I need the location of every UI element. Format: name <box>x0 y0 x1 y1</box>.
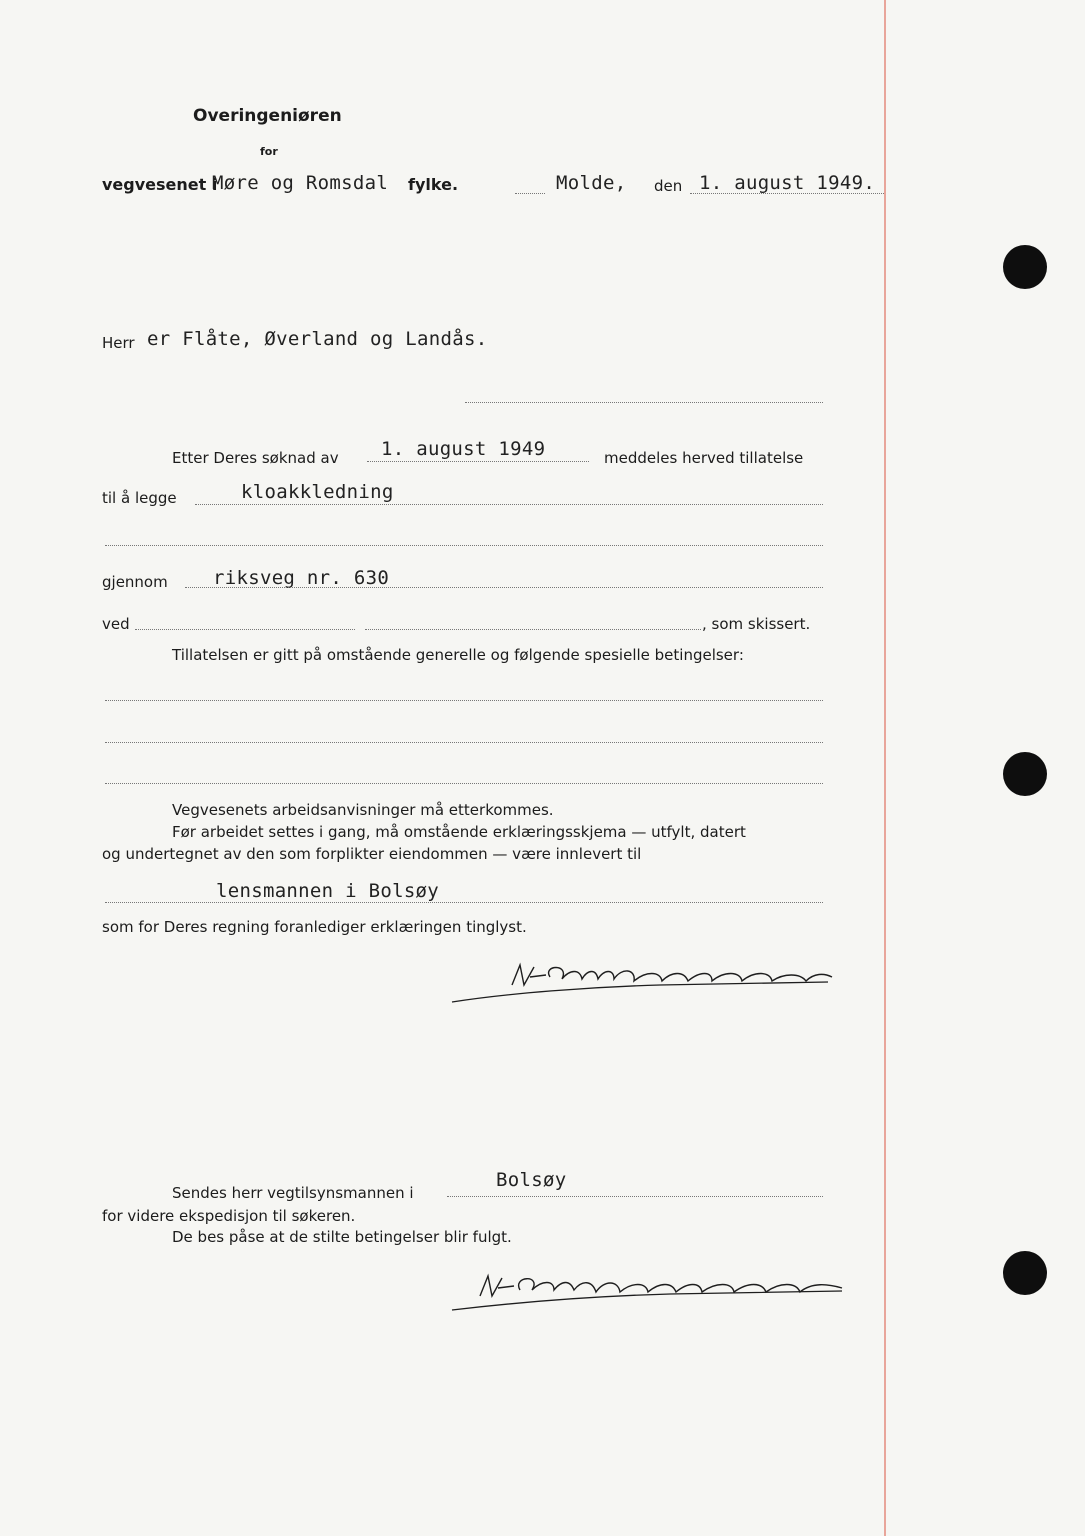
gjennom-label: gjennom <box>102 573 168 591</box>
sendes-label: Sendes herr vegtilsynsmannen i <box>172 1184 414 1202</box>
som-skissert-label: , som skissert. <box>702 615 811 633</box>
etter-label: Etter Deres søknad av <box>172 449 339 467</box>
ved-label: ved <box>102 615 130 633</box>
footer-line-2: for videre ekspedisjon til søkeren. <box>102 1207 356 1225</box>
fylke-label: fylke. <box>408 175 459 194</box>
margin-rule <box>884 0 886 1536</box>
instruction-paragraph-3: som for Deres regning foranlediger erklæringen tinglyst. <box>102 918 527 936</box>
soknad-date-field: 1. august 1949 <box>381 438 546 460</box>
conditions-line: Tillatelsen er gitt på omstående generelle og følgende spesielle betingelser: <box>172 646 744 664</box>
district-field: Bolsøy <box>496 1169 567 1191</box>
place-field: Molde, <box>556 172 627 194</box>
addressee-names: er Flåte, Øverland og Landås. <box>147 328 488 350</box>
office-title: Overingeniøren <box>193 106 342 126</box>
punch-hole <box>1003 752 1047 796</box>
footer-line-3: De bes påse at de stilte betingelser blir fulgt. <box>172 1228 512 1246</box>
punch-hole <box>1003 1251 1047 1295</box>
signature-1 <box>450 955 840 1007</box>
instruction-paragraph-2b: og undertegnet av den som forplikter eiendommen — være innlevert til <box>102 845 642 863</box>
den-label: den <box>654 177 683 195</box>
date-field: 1. august 1949. <box>699 172 876 194</box>
item-field: kloakkledning <box>241 481 394 503</box>
til-legge-label: til å legge <box>102 489 177 507</box>
county-field: Møre og Romsdal <box>212 172 389 194</box>
road-field: riksveg nr. 630 <box>213 567 390 589</box>
signature-2 <box>450 1268 850 1314</box>
punch-hole <box>1003 245 1047 289</box>
instruction-paragraph-1: Vegvesenets arbeidsanvisninger må etterkommes. <box>172 801 554 819</box>
recipient-field: lensmannen i Bolsøy <box>216 880 440 902</box>
for-label: for <box>260 145 278 158</box>
meddeles-label: meddeles herved tillatelse <box>604 449 804 467</box>
vegvesenet-label: vegvesenet i <box>102 175 218 194</box>
herr-label: Herr <box>102 334 135 352</box>
instruction-paragraph-2a: Før arbeidet settes i gang, må omstående erklæringsskjema — utfylt, datert <box>172 823 746 841</box>
